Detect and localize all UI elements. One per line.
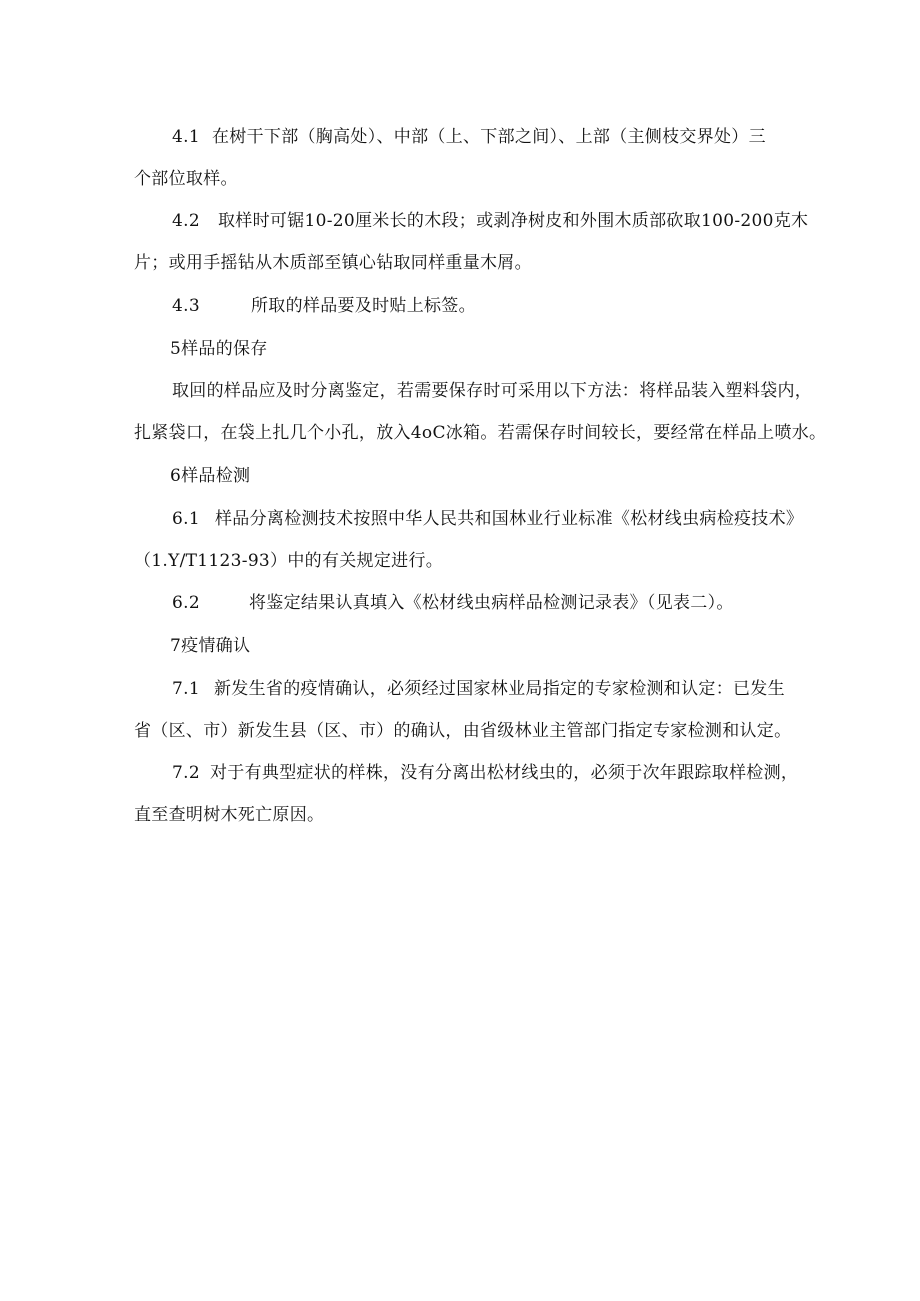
paragraph-text: 所取的样品要及时贴上标签。	[251, 296, 476, 316]
section-number: 6.1	[172, 509, 200, 529]
section-number: 4.3	[172, 296, 200, 316]
section-4-2-line-1	[172, 210, 872, 232]
section-7-2-line-2: 直至查明树木死亡原因。	[134, 805, 325, 825]
heading-6: 6样品检测	[170, 466, 251, 486]
section-6-1-line-2: （1.Y/T1123-93）中的有关规定进行。	[134, 551, 444, 571]
section-4-3-line-1	[172, 295, 872, 317]
heading-7: 7疫情确认	[170, 636, 251, 656]
paragraph-text: 在树干下部（胸高处）、中部（上、下部之间）、上部（主侧枝交界处）三	[212, 127, 766, 147]
section-7-1-line-1	[172, 678, 872, 700]
heading-5: 5样品的保存	[170, 339, 268, 359]
paragraph-text: 新发生省的疫情确认，必须经过国家林业局指定的专家检测和认定：已发生	[214, 679, 785, 699]
section-number: 4.1	[172, 127, 200, 147]
paragraph-5-line-1: 取回的样品应及时分离鉴定，若需要保存时可采用以下方法：将样品装入塑料袋内，	[172, 381, 813, 401]
section-4-1-line-1	[172, 126, 872, 148]
section-4-1-line-2: 个部位取样。	[134, 169, 238, 189]
paragraph-text: 对于有典型症状的样株，没有分离出松材线虫的，必须于次年跟踪取样检测，	[210, 763, 799, 783]
section-number: 4.2	[172, 211, 200, 231]
paragraph-text: 将鉴定结果认真填入《松材线虫病样品检测记录表》（见表二）。	[249, 593, 734, 613]
section-4-2-line-2: 片；或用手摇钻从木质部至镇心钻取同样重量木屑。	[134, 253, 532, 273]
section-number: 7.2	[172, 763, 200, 783]
section-6-1-line-1	[172, 508, 872, 530]
paragraph-text: 取样时可锯10-20厘米长的木段；或剥净树皮和外围木质部砍取100-200克木	[218, 211, 809, 231]
paragraph-5-line-2: 扎紧袋口，在袋上扎几个小孔，放入4oC冰箱。若需保存时间较长，要经常在样品上喷水。	[134, 423, 827, 443]
section-6-2-line-1	[172, 592, 872, 614]
section-number: 7.1	[172, 679, 200, 699]
section-number: 6.2	[172, 593, 200, 613]
section-7-1-line-2: 省（区、市）新发生县（区、市）的确认，由省级林业主管部门指定专家检测和认定。	[134, 721, 792, 741]
section-7-2-line-1	[172, 762, 872, 784]
paragraph-text: 样品分离检测技术按照中华人民共和国林业行业标准《松材线虫病检疫技术》	[215, 509, 804, 529]
